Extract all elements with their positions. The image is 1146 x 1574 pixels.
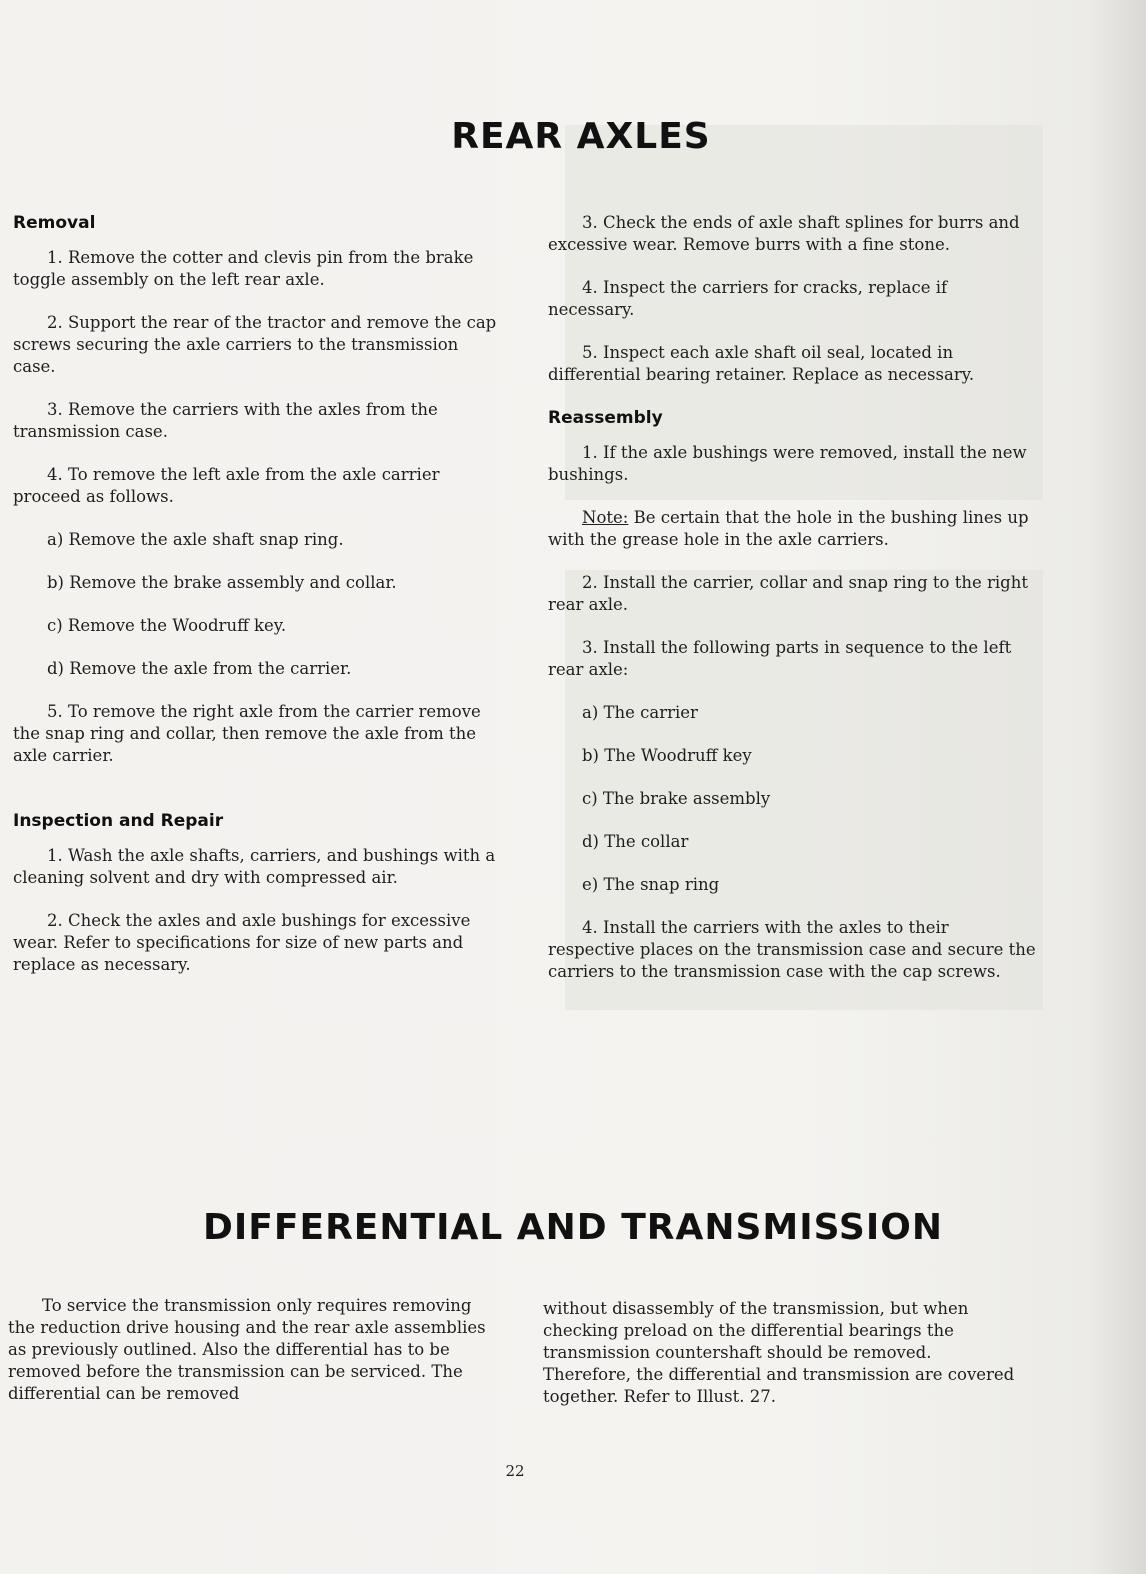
removal-step-5: 5. To remove the right axle from the carrier remove the snap ring and collar, then remove the axle from the axle carrier.	[13, 702, 481, 765]
note-text: Be certain that the hole in the bushing lines up with the grease hole in the axle carriers.	[548, 508, 1029, 549]
reassembly-step-4: 4. Install the carriers with the axles to their respective places on the transmission case and secure the carriers to the transmission case with the cap screws.	[548, 918, 1036, 981]
removal-heading: Removal	[13, 213, 96, 233]
left-column	[13, 212, 503, 997]
inspection-step-4: 4. Inspect the carriers for cracks, replace if necessary.	[548, 278, 948, 319]
reassembly-part-c: c) The brake assembly	[582, 789, 771, 808]
removal-step-1: 1. Remove the cotter and clevis pin from the brake toggle assembly on the left rear axle.	[13, 248, 474, 289]
reassembly-step-2: 2. Install the carrier, collar and snap ring to the right rear axle.	[548, 573, 1028, 614]
inspection-step-1: 1. Wash the axle shafts, carriers, and bushings with a cleaning solvent and dry with compressed air.	[13, 846, 496, 887]
inspection-step-5: 5. Inspect each axle shaft oil seal, located in differential bearing retainer. Replace as necessary.	[548, 343, 975, 384]
page-number: 22	[505, 1462, 525, 1480]
removal-step-3: 3. Remove the carriers with the axles from the transmission case.	[13, 400, 438, 441]
removal-substep-c: c) Remove the Woodruff key.	[47, 616, 287, 635]
reassembly-part-b: b) The Woodruff key	[582, 746, 752, 765]
note-label: Note:	[582, 508, 629, 527]
removal-substep-d: d) Remove the axle from the carrier.	[47, 659, 352, 678]
reassembly-part-d: d) The collar	[582, 832, 689, 851]
inspection-step-2: 2. Check the axles and axle bushings for excessive wear. Refer to specifications for size of new parts and replace as necessary.	[13, 911, 471, 974]
removal-substep-a: a) Remove the axle shaft snap ring.	[47, 530, 344, 549]
differential-text-right: without disassembly of the transmission, but when checking preload on the differential bearings the transmission countershaft should be removed. Therefore, the differential and transmission are covered together. Refer to Illust. 27.	[543, 1299, 1015, 1406]
inspection-heading: Inspection and Repair	[13, 811, 224, 831]
reassembly-step-1: 1. If the axle bushings were removed, install the new bushings.	[548, 443, 1027, 484]
section-title-differential: DIFFERENTIAL AND TRANSMISSION	[203, 1207, 943, 1248]
page-title: REAR AXLES	[451, 116, 711, 157]
reassembly-step-3: 3. Install the following parts in sequence to the left rear axle:	[548, 638, 1012, 679]
removal-step-4: 4. To remove the left axle from the axle carrier proceed as follows.	[13, 465, 440, 506]
inspection-step-3: 3. Check the ends of axle shaft splines for burrs and excessive wear. Remove burrs with a fine stone.	[548, 213, 1020, 254]
reassembly-part-e: e) The snap ring	[582, 875, 720, 894]
differential-text-left: To service the transmission only requires removing the reduction drive housing and the rear axle assemblies as previously outlined. Also the differential has to be removed before the transmission can be serviced. The differential can be removed	[8, 1296, 486, 1403]
reassembly-heading: Reassembly	[548, 408, 663, 428]
reassembly-part-a: a) The carrier	[582, 703, 698, 722]
removal-substep-b: b) Remove the brake assembly and collar.	[47, 573, 397, 592]
removal-step-2: 2. Support the rear of the tractor and remove the cap screws securing the axle carriers to the transmission case.	[13, 313, 497, 376]
reassembly-note	[548, 507, 1038, 551]
right-column	[548, 212, 1038, 1004]
